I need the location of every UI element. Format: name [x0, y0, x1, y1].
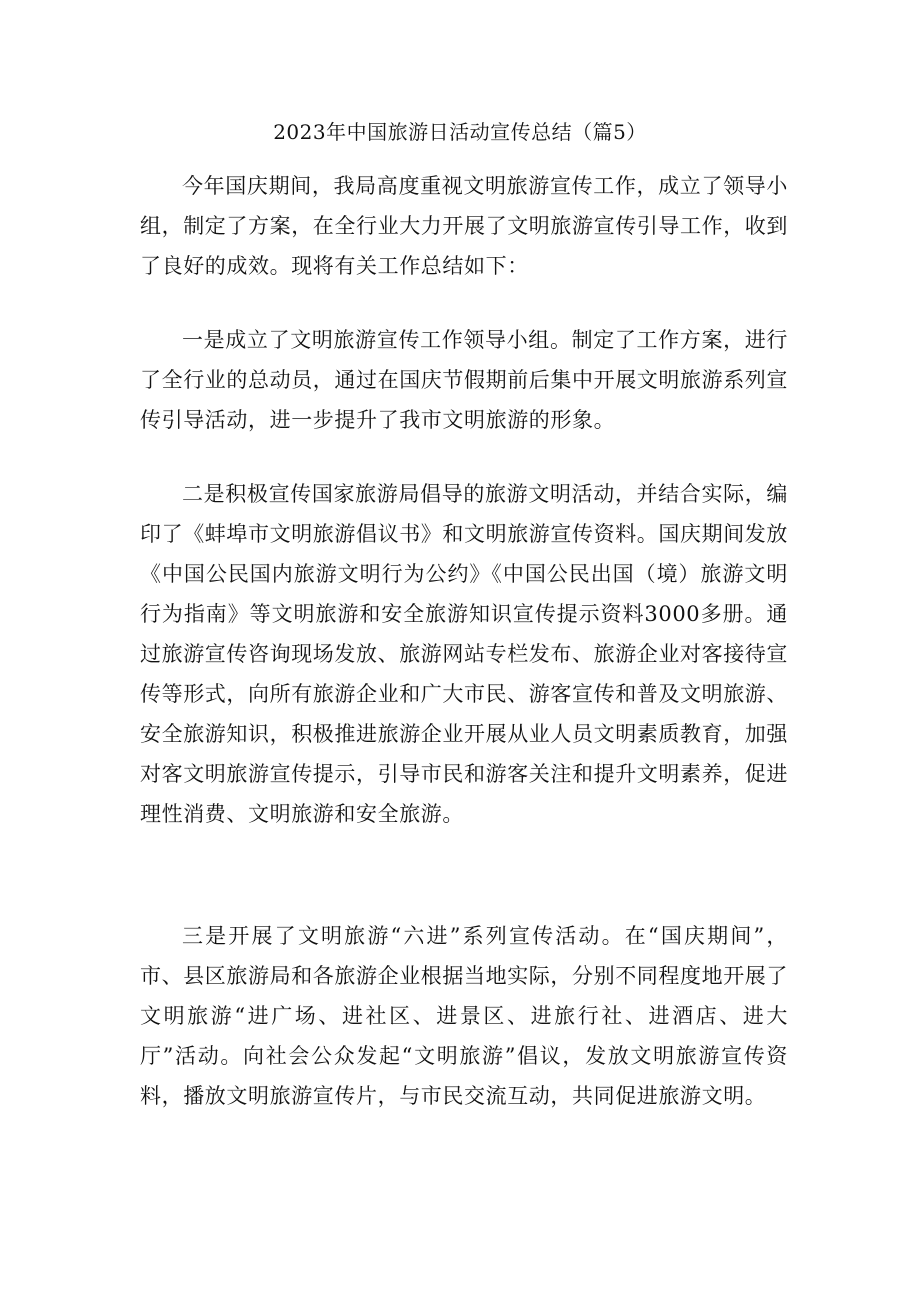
paragraph-point-three: 三是开展了文明旅游“六进”系列宣传活动。在“国庆期间”，市、县区旅游局和各旅游企业根据当地实际，分别不同程度地开展了文明旅游“进广场、进社区、进景区、进旅行社、进酒店、进大厅”活动。向社会公众发起“文明旅游”倡议，发放文明旅游宣传资料，播放文明旅游宣传片，与市民交流互动，共同促进旅游文明。	[140, 924, 788, 1108]
document-title: 2023年中国旅游日活动宣传总结（篇5）	[273, 120, 647, 144]
paragraph-intro: 今年国庆期间，我局高度重视文明旅游宣传工作，成立了领导小组，制定了方案，在全行业大力开展了文明旅游宣传引导工作，收到了良好的成效。现将有关工作总结如下：	[140, 174, 788, 278]
paragraph-point-two: 二是积极宣传国家旅游局倡导的旅游文明活动，并结合实际，编印了《蚌埠市文明旅游倡议书》和文明旅游宣传资料。国庆期间发放《中国公民国内旅游文明行为公约》《中国公民出国（境）旅游文明行为指南》等文明旅游和安全旅游知识宣传提示资料3000多册。通过旅游宣传咨询现场发放、旅游网站专栏发布、旅游企业对客接待宣传等形式，向所有旅游企业和广大市民、游客宣传和普及文明旅游、安全旅游知识，积极推进旅游企业开展从业人员文明素质教育，加强对客文明旅游宣传提示，引导市民和游客关注和提升文明素养，促进理性消费、文明旅游和安全旅游。	[140, 482, 788, 826]
paragraph-point-one: 一是成立了文明旅游宣传工作领导小组。制定了工作方案，进行了全行业的总动员，通过在国庆节假期前后集中开展文明旅游系列宣传引导活动，进一步提升了我市文明旅游的形象。	[140, 328, 788, 432]
